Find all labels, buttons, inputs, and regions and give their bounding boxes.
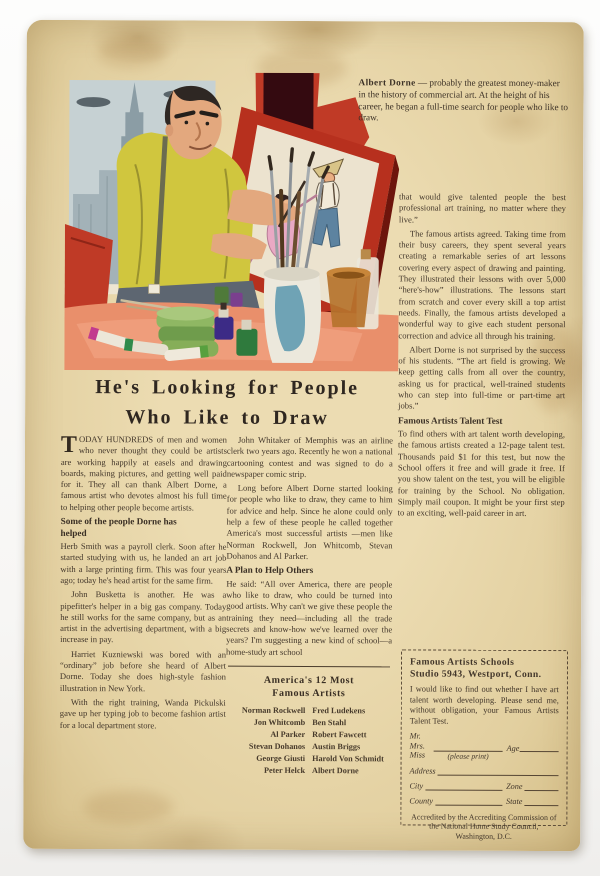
paragraph: Harriet Kuzniewski was bored with an “ordinary” job before she heard of Albert Dorne. Today she does high-style fashion illustration in New York. (59, 648, 227, 693)
name-field (434, 732, 503, 761)
talent-test-paragraph: To find others with art talent worth developing, the famous artists created a 12-page talent test. Thousands paid $1 for this test, but now the School offers it free and will grade it free. If you show talent on the test, you will be eligible for training by the School. No obligation. Simply mail coupon. It might be your first step to an exciting, well-paid career in art. (397, 428, 566, 519)
eraser (149, 284, 160, 293)
coupon-studio-line: Studio 5943, Westport, Conn. (409, 668, 542, 681)
famous-title-line1: America's 12 Most (263, 674, 355, 687)
label-age: Age (506, 743, 520, 753)
artist-name: Stevan Dohanos (248, 741, 306, 751)
caption-name: Albert Dorne (358, 77, 416, 88)
label-mrs: Mrs. (409, 741, 425, 751)
mail-in-coupon (400, 649, 568, 841)
photo-caption (358, 77, 568, 125)
subhead-talent-test: Famous Artists Talent Test (398, 415, 503, 426)
zone-blank-line (524, 782, 558, 791)
paragraph: John Whitaker of Memphis was an airline clerk two years ago. Recently he won a national cartooning contest and was signed to do a newspaper comic strip. (226, 434, 394, 479)
albert-dorne-illustration (64, 72, 399, 371)
label-miss: Miss (409, 750, 426, 760)
coupon-form (409, 732, 558, 842)
artist-name: Al Parker (270, 729, 306, 739)
famous-artists-block (226, 674, 392, 778)
artist-name: Fred Ludekens (312, 705, 366, 716)
artist-name: Norman Rockwell (241, 705, 306, 715)
comic-back-cover (23, 20, 584, 851)
name-blank-line (434, 732, 503, 751)
headline-line2: Who Like to Draw (125, 406, 329, 430)
column1-paragraphs (60, 541, 227, 731)
dropcap: T (60, 431, 78, 459)
label-county: County (409, 796, 434, 806)
column-2 (226, 435, 393, 778)
paragraph: John Busketta is another. He was a pipefitter's helper in a big gas company. Today he still works for the same company, but as an artist in the advertising department, with a big increase in pay. (60, 589, 227, 645)
paragraph: Albert Dorne is not surprised by the success of his students. “The art field is growing. We keep getting calls from all over the country, asking us for practical, well-trained students who can step into full-time or part-time art jobs.” (398, 344, 566, 411)
paragraph: Herb Smith was a payroll clerk. Soon after he started studying with us, he landed an art job with a large printing firm. This was four years ago; today he's head artist for the same firm. (60, 541, 227, 586)
paper-stain (83, 790, 173, 824)
paragraph: With the right training, Wanda Pickulski gave up her typing job to become fashion artist for a local department store. (59, 696, 226, 730)
artist-name: Ben Stahl (312, 717, 347, 728)
please-print-note: (please print) (447, 751, 489, 761)
caption-text: — probably the greatest money-maker in the history of commercial art. At the height of his career, he began a full-time search for people who like to draw. (358, 77, 569, 123)
artist-name: Albert Dorne (312, 765, 359, 776)
label-mr: Mr. (409, 731, 421, 741)
column2-paragraphs (226, 435, 393, 563)
column3-paragraphs (398, 191, 566, 412)
label-city: City (409, 781, 424, 791)
plan-paragraph: He said: “All over America, there are people who like to draw, who could be turned into good artists. Why can't we give these people the training they need—including all the trade secrets and know-how we've learned over the years? I'm suggesting a new kind of school—a home-study art school (226, 578, 393, 657)
county-state-row (409, 796, 558, 806)
state-blank-line (524, 797, 558, 806)
headline (59, 372, 395, 433)
paragraph: The famous artists agreed. Taking time from their busy careers, they spent several years creating a remarkable series of art lessons covering every aspect of drawing and painting. They illustrated their lessons with over 5,000 “here's-how” illustrations. The lessons start from scratch and cover every skill a top artist needs. Finally, the famous artists developed a wonderful way to give each student personal correction and advice all through his training. (398, 228, 566, 341)
age-blank-line (519, 743, 558, 752)
address-field-row (410, 766, 559, 776)
famous-names-right (312, 705, 392, 777)
artist-name: Jon Whitcomb (253, 717, 306, 727)
label-address: Address (409, 766, 436, 776)
county-blank-line (435, 796, 502, 805)
city-zone-row (409, 781, 558, 791)
artist-name: Peter Helck (264, 765, 306, 775)
column-1 (59, 431, 228, 735)
subhead-plan: A Plan to Help Others (226, 564, 314, 576)
intro-paragraph: TODAY HUNDREDS of men and women who never thought they could be artists are working happily at easels and drawing boards, making pictures, and getting well paid for it. They all can thank Albert Dorne, a famous artist who devotes almost his full time to helping other people become artists. (60, 431, 228, 513)
headline-line1: He's Looking for People (95, 376, 360, 400)
cover-illustration (64, 72, 399, 371)
paragraph: that would give talented people the best professional art training, no matter where they live.” (398, 191, 567, 225)
salutation-labels (410, 732, 434, 761)
famous-artists-names (226, 705, 392, 778)
subhead-people-helped: Some of the people Dorne has helped (60, 516, 177, 538)
coupon-school-name: Famous Artists Schools (409, 656, 515, 668)
artist-name: George Giusti (256, 753, 306, 763)
paper-stain (97, 38, 167, 68)
accreditation-note: Accredited by the Accrediting Commission of the National Home Study Council, Washington, D.C. (411, 812, 557, 841)
label-zone: Zone (506, 781, 523, 791)
column-3 (398, 191, 566, 522)
artist-name: Robert Fawcett (312, 729, 367, 740)
paragraph: Long before Albert Dorne started looking for people who like to draw, they came to him for advice and help. Since he alone could only help a few of these people he called together America's most successful artists —men like Norman Rockwell, Jon Whitcomb, Stevan Dohanos and Al Parker. (226, 482, 393, 561)
artist-name: Harold Von Schmidt (312, 753, 384, 764)
coupon-body: I would like to find out whether I have art talent worth developing. Please send me, without obligation, your Famous Artists Talent Test. (409, 684, 559, 726)
famous-names-left (226, 705, 306, 777)
name-field-row (410, 732, 559, 761)
famous-title-line2: Famous Artists (272, 687, 346, 700)
artist-name: Austin Briggs (312, 741, 361, 752)
address-blank-line (438, 766, 559, 776)
age-field (503, 732, 559, 761)
divider-line (228, 666, 390, 668)
label-state: State (506, 796, 523, 806)
city-blank-line (425, 781, 502, 790)
